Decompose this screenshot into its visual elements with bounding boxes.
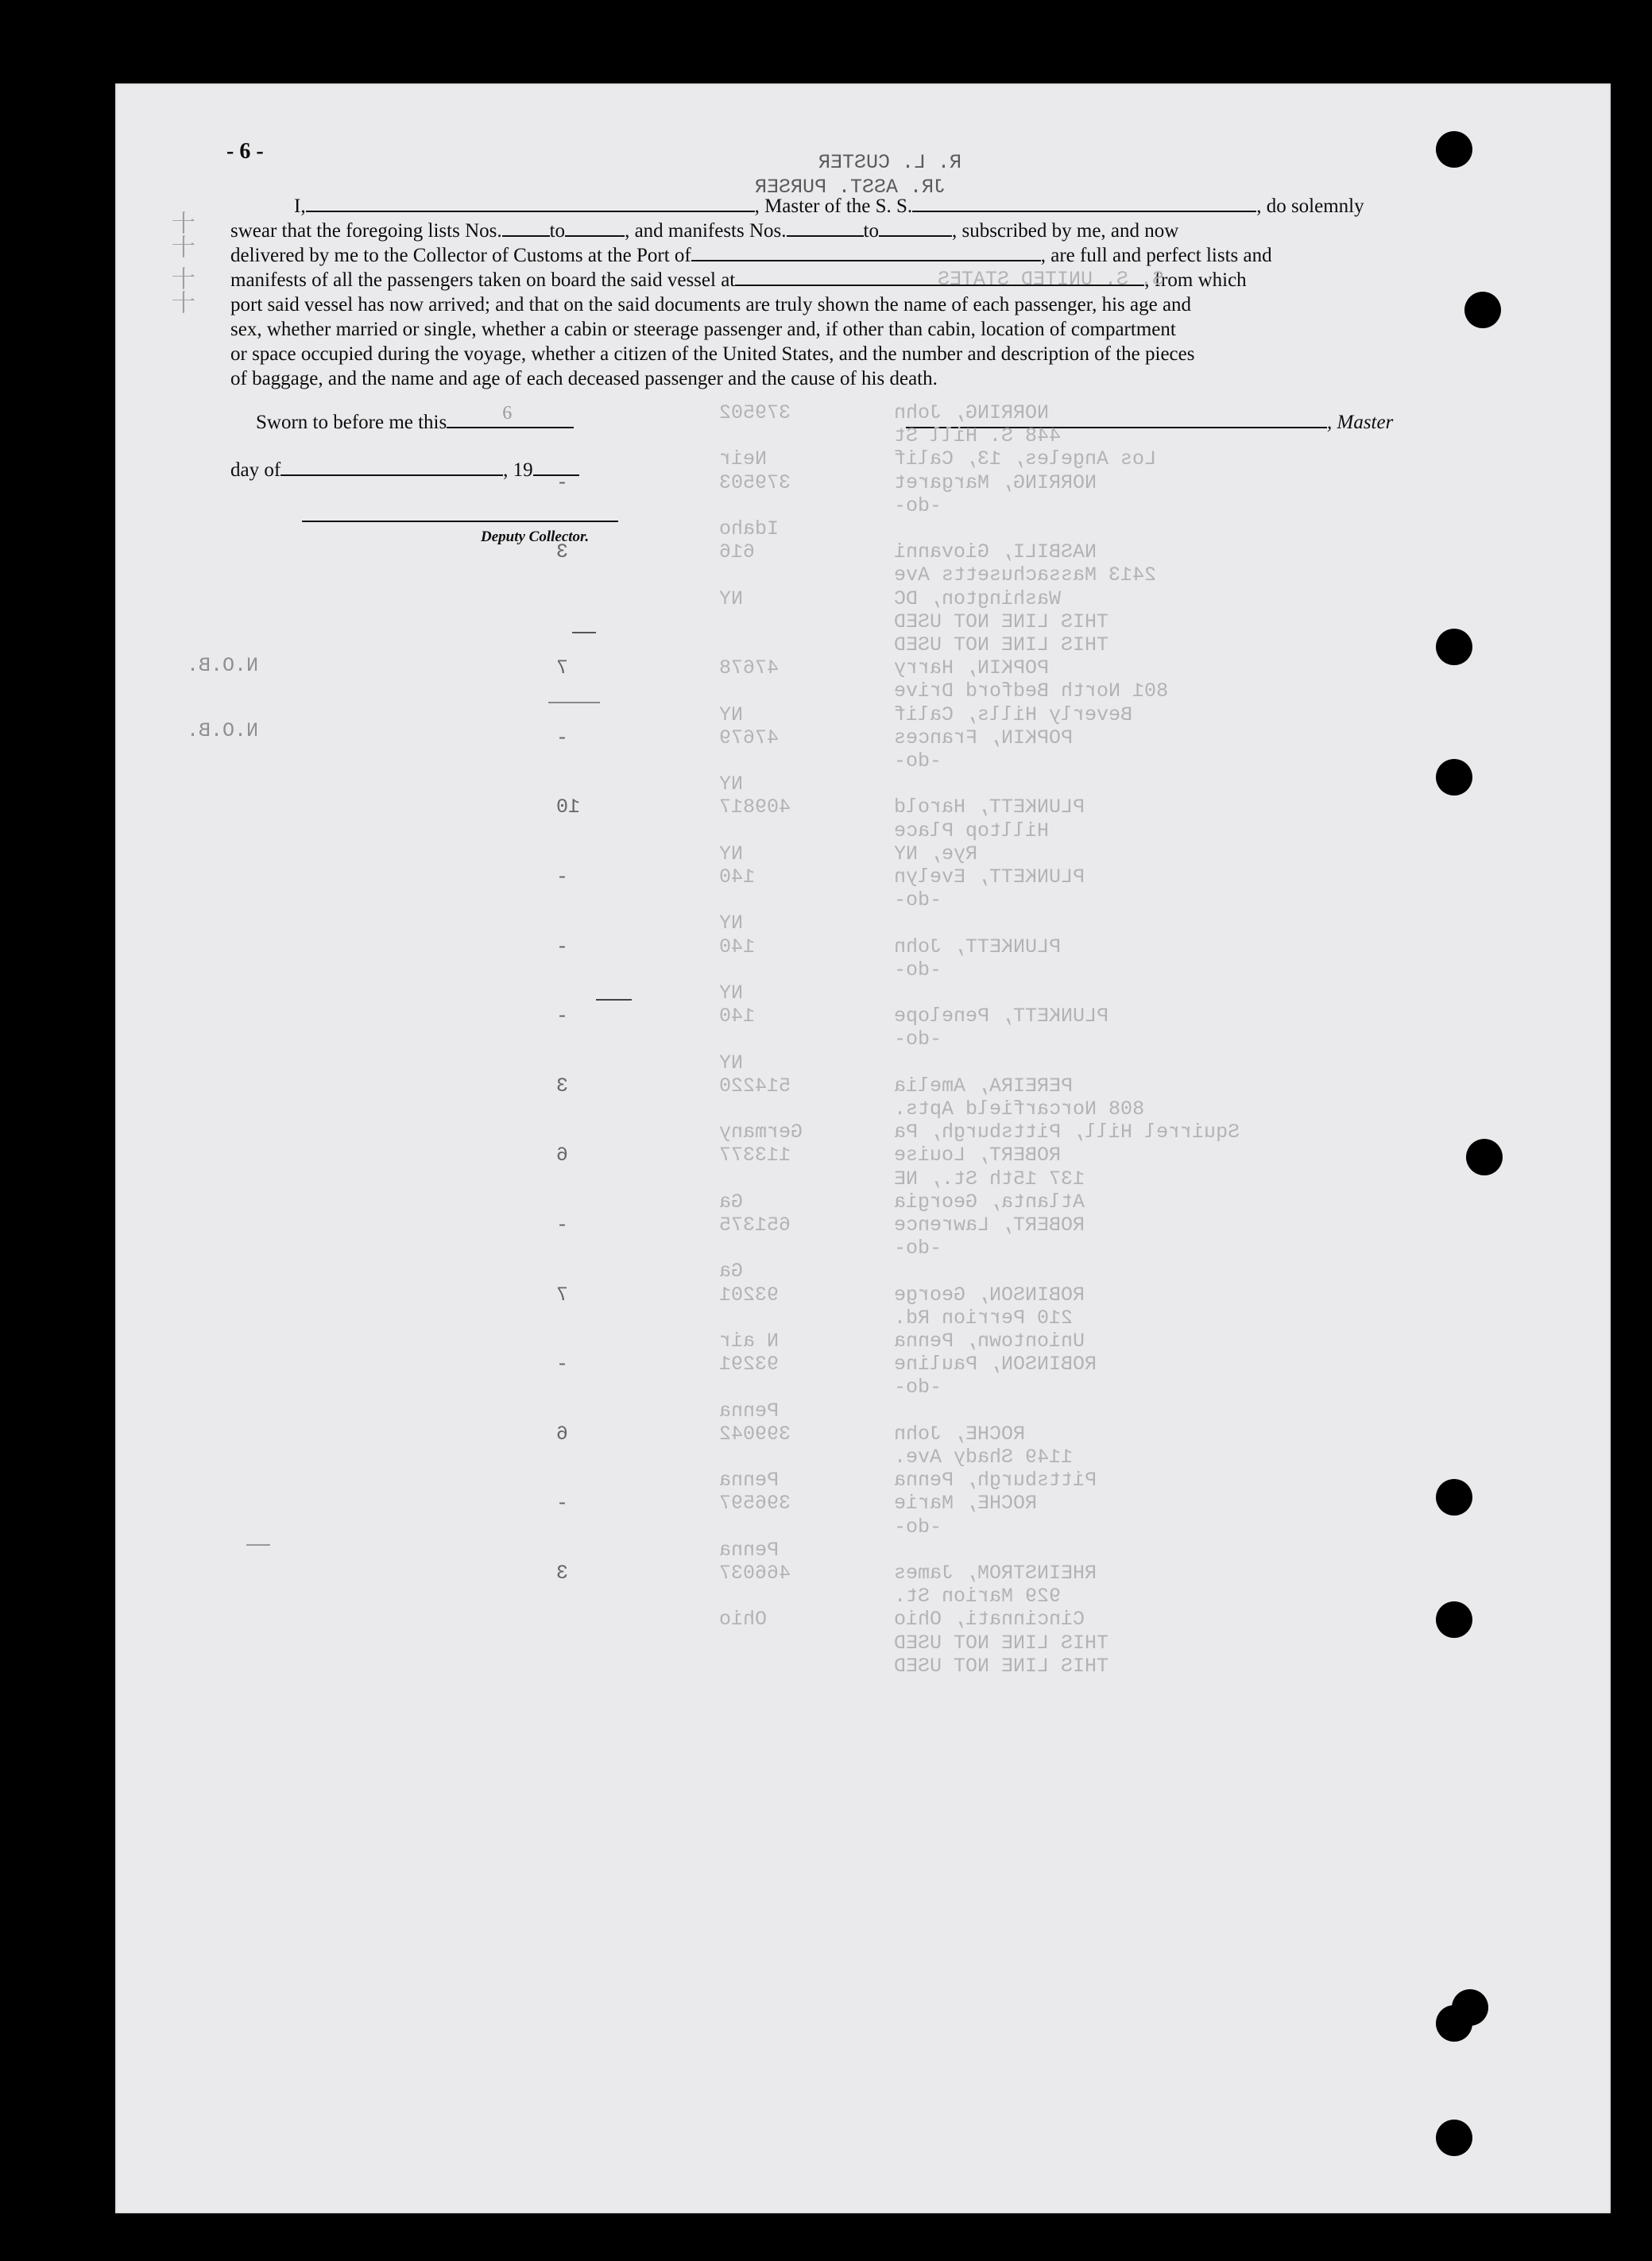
ghost-row-name: RHEINSTROM, James <box>894 1562 1097 1585</box>
ghost-row-number: NY <box>719 842 744 865</box>
ghost-row-number: 651375 <box>719 1214 791 1237</box>
ghost-vessel: S. S. UNITED STATES <box>938 268 1165 291</box>
ghost-row-name: PLUNKETT, Harold <box>894 796 1085 819</box>
oath-text: , subscribed by me, and now <box>951 220 1179 242</box>
ghost-row-number: 93201 <box>719 1283 780 1307</box>
ghost-row-name: Cincinnati, Ohio <box>894 1608 1085 1631</box>
ghost-row-name: -do- <box>894 958 942 981</box>
ghost-row-number: 140 <box>719 935 756 958</box>
ghost-row-name: Beverly Hills, Calif <box>894 703 1133 726</box>
ghost-row-name: NASBILI, Giovanni <box>894 540 1097 563</box>
ghost-row-number: NY <box>719 981 744 1005</box>
ghost-row-name: PLUNKETT, Evelyn <box>894 865 1085 889</box>
ghost-row-number: Neir <box>719 447 768 470</box>
oath-text: , and manifests Nos. <box>625 220 787 242</box>
ghost-row-pieces: - <box>556 1214 569 1237</box>
deputy-collector-label: Deputy Collector. <box>481 528 590 545</box>
ghost-row-number: Ga <box>719 1260 744 1283</box>
stray-mark <box>246 1544 270 1546</box>
ghost-row-name: Squirrel Hill, Pittsburgh, Pa <box>894 1121 1240 1144</box>
ghost-row-number: 514220 <box>719 1074 791 1098</box>
ghost-row-name: THIS LINE NOT USED <box>894 610 1109 633</box>
ghost-row-name: THIS LINE NOT USED <box>894 633 1109 656</box>
ghost-row-pieces: - <box>556 935 569 958</box>
oath-text: delivered by me to the Collector of Customs at the Port of <box>230 245 691 266</box>
oath-line-6: sex, whether married or single, whether a cabin or steerage passenger and, if other than cabin, location of compartment <box>230 319 1176 340</box>
sworn-label: Sworn to before me this <box>256 412 447 433</box>
ghost-row-name: ROCHE, John <box>894 1423 1026 1446</box>
ghost-row-name: -do- <box>894 889 942 912</box>
lists-from-blank <box>502 219 550 237</box>
ghost-row-name: POPKIN, Harry <box>894 656 1050 679</box>
ghost-row-number: 466037 <box>719 1562 791 1585</box>
oath-text: , are full and perfect lists and <box>1040 245 1272 266</box>
ghost-row-number: NY <box>719 772 744 796</box>
binder-hole <box>1436 629 1472 665</box>
stray-mark <box>572 632 596 633</box>
ghost-row-name: Rye, NY <box>894 842 978 865</box>
margin-stamp: 十十 <box>168 211 194 258</box>
ghost-row-number: Germany <box>719 1121 803 1144</box>
ghost-row-number: 47678 <box>719 656 780 679</box>
ghost-row-name: ROCHE, Marie <box>894 1492 1038 1515</box>
ghost-row-number: 409817 <box>719 796 791 819</box>
ghost-row-number: 399042 <box>719 1423 791 1446</box>
ghost-row-pieces: - <box>556 471 569 494</box>
vessel-blank <box>912 195 1256 212</box>
day-of-line <box>230 459 579 483</box>
oath-text: swear that the foregoing lists Nos. <box>230 220 502 242</box>
ghost-header: R. L. CUSTER <box>818 151 962 174</box>
oath-line-3 <box>230 244 1272 269</box>
ghost-row-name: -do- <box>894 1028 942 1051</box>
ghost-row-name: PEREIRA, Amelia <box>894 1074 1074 1098</box>
binder-hole <box>1466 1139 1503 1175</box>
binder-hole <box>1436 2120 1472 2156</box>
margin-stamp: 十十 <box>168 266 194 314</box>
port-blank <box>691 244 1041 261</box>
ghost-row-number: 140 <box>719 865 756 889</box>
month-blank <box>280 459 503 476</box>
day-of-label: day of <box>230 459 281 481</box>
ghost-row-name: PLUNKETT, Penelope <box>894 1005 1109 1028</box>
ghost-header: JR. ASST. PURSER <box>755 176 946 199</box>
ghost-row-number: 616 <box>719 540 756 563</box>
ghost-row-name: 2413 Massachusetts Ave <box>894 563 1157 587</box>
binder-hole <box>1464 292 1501 328</box>
ghost-row-pieces: - <box>556 865 569 889</box>
ghost-row-number: NY <box>719 587 744 610</box>
ghost-row-name: -do- <box>894 749 942 772</box>
ghost-row-name: 808 Norcarfield Apts. <box>894 1098 1145 1121</box>
ghost-code: N.O.B. <box>187 654 259 677</box>
oath-line-5: port said vessel has now arrived; and that on the said documents are truly shown the name of each passenger, his age and <box>230 294 1192 316</box>
oath-text: , Master of the S. S. <box>754 196 913 217</box>
ghost-row-pieces: - <box>556 1353 569 1376</box>
oath-text: , from which <box>1144 269 1247 291</box>
page-number: - 6 - <box>226 139 264 164</box>
ghost-row-name: ROBINSON, Pauline <box>894 1353 1097 1376</box>
ghost-row-name: ROBERT, Louise <box>894 1144 1062 1167</box>
ghost-row-name: 1149 Shady Ave. <box>894 1446 1074 1469</box>
manifest-to-blank <box>879 219 952 237</box>
ghost-row-name: Hilltop Place <box>894 819 1050 842</box>
ghost-row-number: Penna <box>719 1400 780 1423</box>
oath-line-2 <box>230 219 1178 244</box>
ghost-row-name: THIS LINE NOT USED <box>894 1632 1109 1655</box>
oath-text: to <box>863 220 879 242</box>
sworn-day-value: 6 <box>502 403 513 424</box>
ghost-row-name: THIS LINE NOT USED <box>894 1655 1109 1678</box>
ghost-row-number: 140 <box>719 1005 756 1028</box>
sworn-day-blank <box>447 403 574 428</box>
ghost-row-name: NORRING, John <box>894 401 1050 424</box>
ghost-row-number: NY <box>719 703 744 726</box>
ghost-row-number: NY <box>719 1051 744 1074</box>
ghost-row-number: 379503 <box>719 471 791 494</box>
year-prefix: , 19 <box>503 459 533 481</box>
ghost-row-name: -do- <box>894 1237 942 1260</box>
ghost-row-number: NY <box>719 912 744 935</box>
ghost-row-number: 47679 <box>719 726 780 749</box>
ghost-row-pieces: 6 <box>556 1423 569 1446</box>
deputy-signature-line <box>302 521 618 522</box>
ghost-row-number: Ga <box>719 1191 744 1214</box>
ghost-row-name: Pittsburgh, Penna <box>894 1469 1097 1492</box>
oath-text: I, <box>294 196 306 217</box>
binder-hole <box>1436 759 1472 796</box>
oath-line-8: of baggage, and the name and age of each deceased passenger and the cause of his death. <box>230 368 938 389</box>
master-label: , Master <box>1327 412 1394 433</box>
ghost-row-name: -do- <box>894 494 942 517</box>
ghost-row-number: Idaho <box>719 517 780 540</box>
ghost-row-number: 396597 <box>719 1492 791 1515</box>
oath-text: to <box>549 220 566 242</box>
ghost-row-name: Los Angeles, 13, Calif <box>894 447 1157 470</box>
ghost-row-name: Washington, DC <box>894 587 1062 610</box>
ghost-row-pieces: 3 <box>556 1562 569 1585</box>
ghost-row-name: -do- <box>894 1516 942 1539</box>
ghost-row-name: 801 North Bedford Drive <box>894 679 1169 703</box>
ghost-row-number: Penna <box>719 1539 780 1562</box>
oath-text: manifests of all the passengers taken on board the said vessel at <box>230 269 736 291</box>
ghost-row-number: Ohio <box>719 1608 768 1631</box>
ghost-row-number: N air <box>719 1330 780 1353</box>
ghost-row-name: 929 Marion St. <box>894 1585 1062 1608</box>
ghost-row-name: ROBINSON, George <box>894 1283 1085 1307</box>
ghost-row-pieces: 3 <box>556 540 569 563</box>
manifest-from-blank <box>787 219 864 237</box>
oath-line-7: or space occupied during the voyage, whether a citizen of the United States, and the number and description of the pieces <box>230 343 1195 365</box>
ghost-row-name: -do- <box>894 1376 942 1399</box>
binder-hole <box>1436 1479 1472 1516</box>
ghost-row-name: POPKIN, Frances <box>894 726 1074 749</box>
ghost-row-pieces: - <box>556 726 569 749</box>
ghost-row-number: 379502 <box>719 401 791 424</box>
binder-hole <box>1436 131 1472 168</box>
ghost-row-name: 210 Perrion Rd. <box>894 1307 1074 1330</box>
oath-text: , do solemnly <box>1256 196 1364 217</box>
ghost-row-name: Atlanta, Georgia <box>894 1191 1085 1214</box>
ghost-row-number: 93291 <box>719 1353 780 1376</box>
ghost-row-number: 113377 <box>719 1144 791 1167</box>
ghost-code: N.O.B. <box>187 719 259 742</box>
ghost-row-name: NORRING, Margaret <box>894 471 1097 494</box>
binder-hole <box>1436 1601 1472 1638</box>
ghost-row-pieces: 6 <box>556 1144 569 1167</box>
ghost-row-pieces: 7 <box>556 1283 569 1307</box>
sworn-line <box>256 403 574 436</box>
ghost-row-name: PLUNKETT, John <box>894 935 1062 958</box>
ghost-row-number: Penna <box>719 1469 780 1492</box>
lists-to-blank <box>565 219 625 237</box>
ghost-row-pieces: - <box>556 1005 569 1028</box>
stray-mark <box>548 702 600 703</box>
stray-mark <box>596 999 632 1001</box>
binder-hole <box>1436 2005 1472 2042</box>
oath-line-1 <box>294 195 1364 219</box>
ghost-row-pieces: 3 <box>556 1074 569 1098</box>
ghost-row-pieces: 10 <box>556 796 581 819</box>
name-blank <box>306 195 755 212</box>
ghost-row-pieces: 7 <box>556 656 569 679</box>
ghost-row-name: 137 15th St., NE <box>894 1167 1085 1191</box>
ghost-row-pieces: - <box>556 1492 569 1515</box>
ghost-row-name: ROBERT, Lawrence <box>894 1214 1085 1237</box>
ghost-row-name: Uniontown, Penna <box>894 1330 1085 1353</box>
ghost-row-name: 448 S. Hill St <box>894 424 1062 447</box>
manifest-page <box>115 83 1611 2213</box>
